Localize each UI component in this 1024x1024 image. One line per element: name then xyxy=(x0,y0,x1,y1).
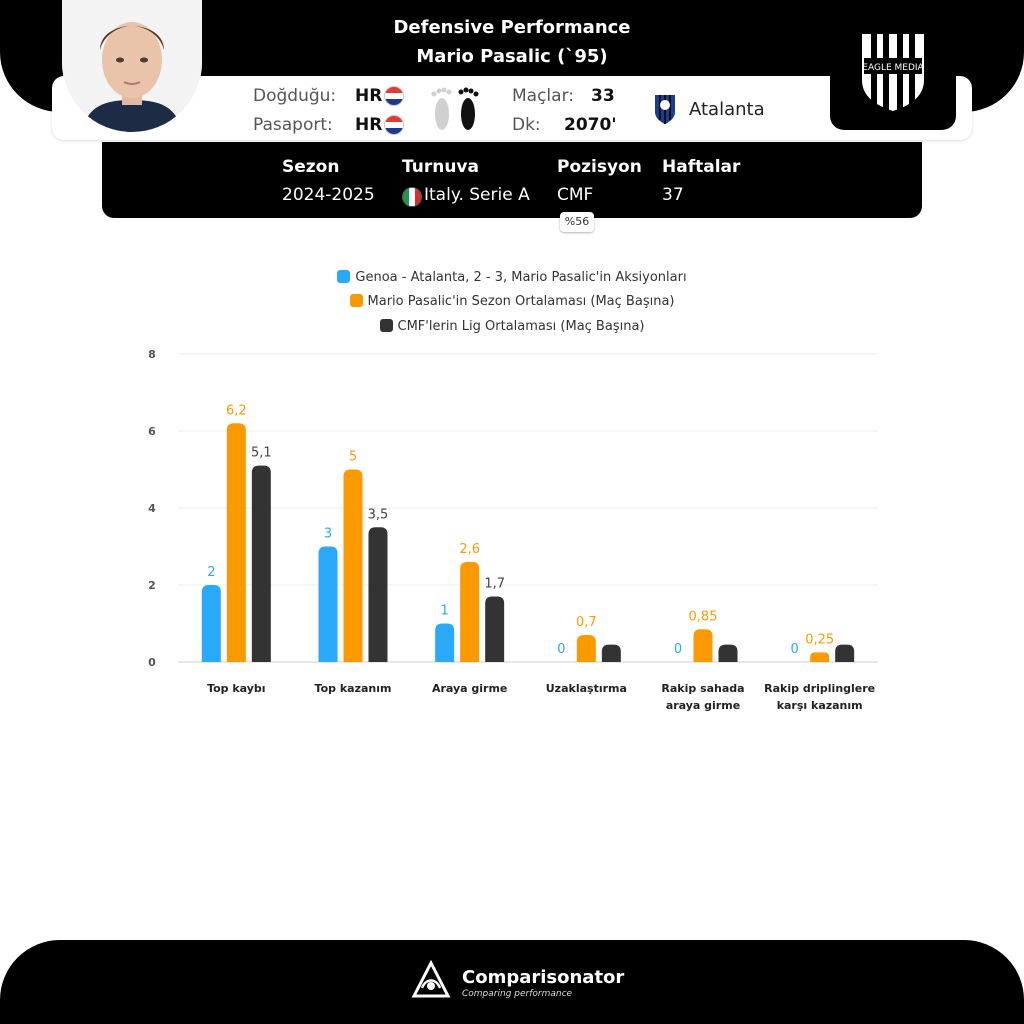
x-tick-label: karşı kazanım xyxy=(776,699,863,712)
bar xyxy=(485,597,504,662)
y-tick-label: 6 xyxy=(148,425,156,438)
data-label: 2,6 xyxy=(459,541,481,557)
data-label: 0,25 xyxy=(805,632,835,648)
y-tick-label: 0 xyxy=(148,656,156,669)
data-label: 3 xyxy=(323,526,333,542)
data-label: 0 xyxy=(557,642,566,657)
tournament-value: Italy. Serie A xyxy=(424,185,530,205)
bar xyxy=(694,629,713,662)
bar xyxy=(344,470,363,663)
bar xyxy=(227,423,246,662)
passport-label: Pasaport: xyxy=(253,115,333,135)
born-label: Doğduğu: xyxy=(253,86,337,106)
x-tick-label: Araya girme xyxy=(431,682,508,695)
player-title: Mario Pasalic (`95) xyxy=(416,46,608,67)
svg-text:EAGLE MEDIA: EAGLE MEDIA xyxy=(862,63,924,73)
data-label: 2 xyxy=(207,565,216,580)
minutes-value: 2070' xyxy=(564,115,617,135)
position-value: CMF xyxy=(557,185,594,205)
matches-label: Maçlar: xyxy=(512,86,574,106)
bar xyxy=(202,585,221,662)
weeks-header: Haftalar xyxy=(662,157,741,177)
minutes-label: Dk: xyxy=(512,115,541,135)
legend-label: Mario Pasalic'in Sezon Ortalaması (Maç Başına) xyxy=(367,294,675,309)
y-tick-label: 4 xyxy=(148,502,156,515)
legend-label: CMF'lerin Lig Ortalaması (Maç Başına) xyxy=(397,319,645,334)
brand-name: Comparisonator xyxy=(462,967,625,988)
bar xyxy=(810,652,829,662)
position-percentage: %56 xyxy=(560,212,594,232)
x-tick-label: Uzaklaştırma xyxy=(545,682,627,695)
data-label: 0,7 xyxy=(575,615,597,631)
y-tick-label: 8 xyxy=(148,348,156,361)
bar xyxy=(719,645,738,662)
x-tick-label: Top kazanım xyxy=(314,682,392,695)
weeks-value: 37 xyxy=(662,185,684,205)
bar xyxy=(602,645,621,662)
bar xyxy=(835,645,854,662)
bar xyxy=(252,466,271,662)
born-value: HR xyxy=(355,86,383,106)
data-label: 1,7 xyxy=(484,576,506,592)
bar xyxy=(460,562,479,662)
bar xyxy=(319,547,338,663)
data-label: 0,85 xyxy=(688,609,718,625)
x-tick-label: Rakip sahada xyxy=(661,682,745,695)
comparisonator-logo-icon xyxy=(410,960,452,1002)
matches-value: 33 xyxy=(591,86,615,106)
x-tick-label: Top kaybı xyxy=(207,682,266,695)
bar xyxy=(577,635,596,662)
data-label: 6,2 xyxy=(225,403,247,419)
data-label: 5,1 xyxy=(250,445,272,461)
x-tick-label: Rakip driplinglere xyxy=(764,682,876,695)
club-name: Atalanta xyxy=(689,99,765,120)
passport-value: HR xyxy=(355,115,383,135)
brand-tagline: Comparing performance xyxy=(462,989,573,999)
data-label: 0 xyxy=(790,642,799,657)
data-label: 0 xyxy=(673,642,683,657)
data-label: 3,5 xyxy=(367,507,389,523)
season-header: Sezon xyxy=(282,157,340,177)
page-title: Defensive Performance xyxy=(393,17,631,38)
tournament-header: Turnuva xyxy=(402,157,479,177)
position-header: Pozisyon xyxy=(557,157,642,177)
data-label: 1 xyxy=(440,603,449,619)
y-tick-label: 2 xyxy=(148,579,156,592)
bar xyxy=(435,624,454,663)
x-tick-label: araya girme xyxy=(665,699,741,712)
legend-label: Genoa - Atalanta, 2 - 3, Mario Pasalic'in Aksiyonları xyxy=(355,270,687,285)
season-value: 2024-2025 xyxy=(282,185,375,205)
data-label: 5 xyxy=(348,449,358,465)
bar xyxy=(369,527,388,662)
